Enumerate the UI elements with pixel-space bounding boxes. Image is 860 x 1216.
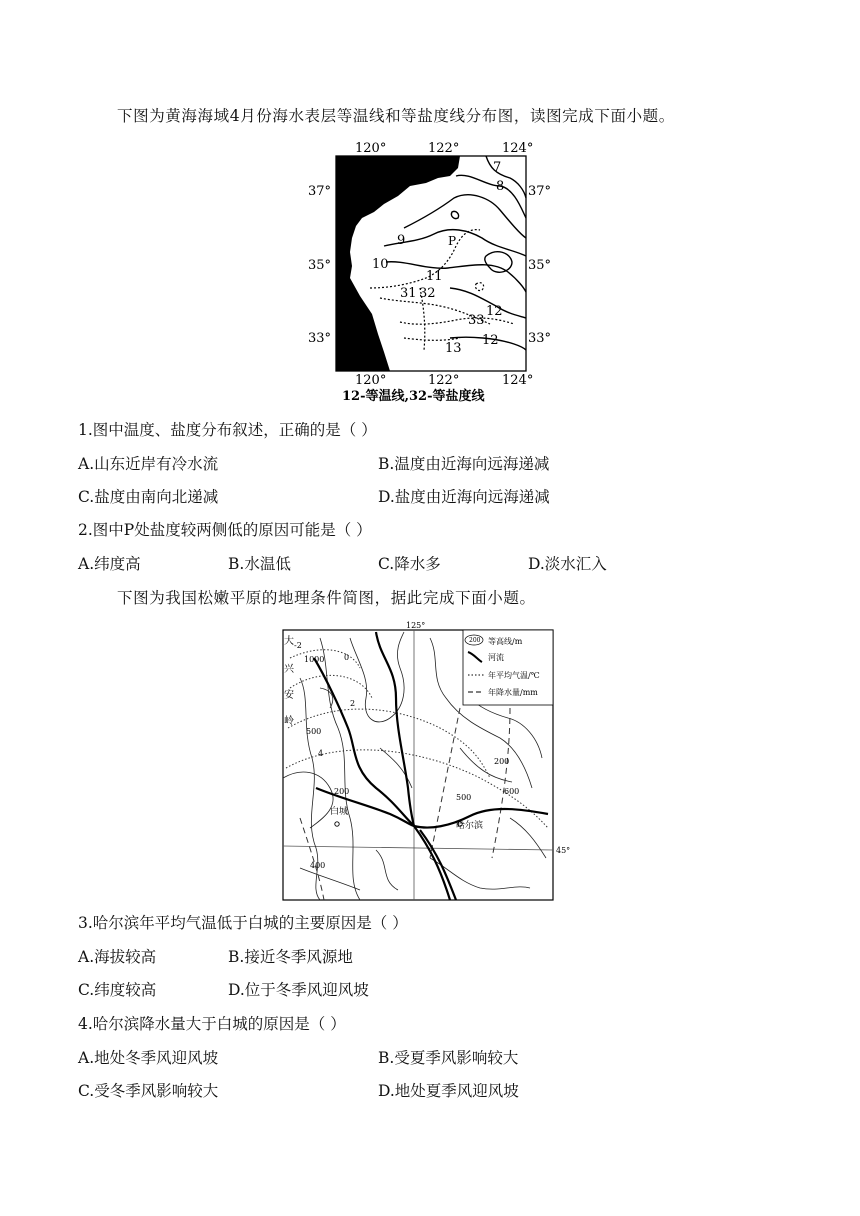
city-label: 哈尔滨 [456,821,484,831]
isotherm-label: 13 [445,341,462,356]
contour-label: 1000 [304,655,325,664]
latitude-label: 45° [556,846,571,855]
isohaline-lines [370,230,514,350]
q3-option-c[interactable]: C.纬度较高 [78,981,157,999]
q4-option-c[interactable]: C.受冬季风影响较大 [78,1082,219,1100]
q3-option-b[interactable]: B.接近冬季风源地 [228,948,353,966]
precipitation-label: 500 [456,793,472,802]
q4-option-b[interactable]: B.受夏季风影响较大 [378,1049,519,1067]
city-label: 白城 [330,807,349,817]
contour-label: 200 [334,787,350,796]
left-lat-label: 37° [308,184,332,199]
legend-contour-value: 200 [469,637,481,644]
legend-item: 河流 [488,653,504,662]
isotherm-label: 11 [426,269,443,284]
question-3-stem: 3.哈尔滨年平均气温低于白城的主要原因是（ ） [78,914,408,932]
q3-option-d[interactable]: D.位于冬季风迎风坡 [228,981,369,999]
isotherm-label: 2 [350,699,356,708]
isohaline-label: 31 [400,286,417,301]
yellow-sea-map [300,138,562,404]
range-char: 大 [284,636,294,647]
legend-item: 年降水量/mm [488,688,538,697]
range-char: 安 [284,690,294,701]
q2-option-a[interactable]: A.纬度高 [78,555,141,573]
isotherm-label: 12 [482,333,499,348]
q1-option-c[interactable]: C.盐度由南向北递减 [78,488,219,506]
q2-option-c[interactable]: C.降水多 [378,555,441,573]
q1-option-b[interactable]: B.温度由近海向远海递减 [378,455,550,473]
range-char: 兴 [284,664,294,675]
q2-option-b[interactable]: B.水温低 [228,555,291,573]
bottom-lon-label: 122° [428,373,460,388]
bottom-lon-label: 120° [355,373,387,388]
question-1-stem: 1.图中温度、盐度分布叙述，正确的是（ ） [78,421,377,439]
question-4-stem: 4.哈尔滨降水量大于白城的原因是（ ） [78,1015,346,1033]
isotherm-label: 7 [493,160,502,175]
right-lat-label: 37° [528,184,552,199]
contour-label: 200 [494,757,510,766]
left-lat-label: 33° [308,331,332,346]
range-char: 岭 [284,716,294,727]
legend-item: 年平均气温/℃ [488,671,540,680]
isotherm-label: 0 [344,653,350,662]
shandong-landmass [336,156,460,371]
isotherm-label: 10 [372,257,389,272]
legend-item: 等高线/m [488,637,523,646]
q3-option-a[interactable]: A.海拔较高 [78,948,157,966]
intro-paragraph-2: 下图为我国松嫩平原的地理条件简图，据此完成下面小题。 [117,589,536,607]
songnen-plain-map [280,618,580,904]
isotherm-label: -2 [294,641,302,650]
longitude-label: 125° [406,621,426,630]
q1-option-a[interactable]: A.山东近岸有冷水流 [78,455,219,473]
top-lon-label: 120° [355,141,387,156]
top-lon-label: 124° [502,141,534,156]
q1-option-d[interactable]: D.盐度由近海向远海递减 [378,488,550,506]
isohaline-label: 32 [419,286,436,301]
precipitation-label: 600 [504,787,520,796]
isotherm-label: 4 [318,749,324,758]
q4-option-d[interactable]: D.地处夏季风迎风坡 [378,1082,519,1100]
precipitation-label: 400 [310,861,326,870]
q4-option-a[interactable]: A.地处冬季风迎风坡 [78,1049,219,1067]
q2-option-d[interactable]: D.淡水汇入 [528,555,607,573]
isotherm-label: 8 [496,179,505,194]
isotherm-label: 9 [397,233,406,248]
contour-label: 500 [306,727,322,736]
left-lat-label: 35° [308,258,332,273]
right-lat-label: 33° [528,331,552,346]
point-p-label: P [448,234,457,248]
isohaline-label: 33 [468,313,485,328]
question-2-stem: 2.图中P处盐度较两侧低的原因可能是（ ） [78,521,372,539]
map-legend: 12-等温线,32-等盐度线 [342,389,485,404]
isotherm-label: 12 [486,304,503,319]
intro-paragraph-1: 下图为黄海海域4月份海水表层等温线和等盐度线分布图，读图完成下面小题。 [117,107,675,125]
top-lon-label: 122° [428,141,460,156]
bottom-lon-label: 124° [502,373,534,388]
right-lat-label: 35° [528,258,552,273]
